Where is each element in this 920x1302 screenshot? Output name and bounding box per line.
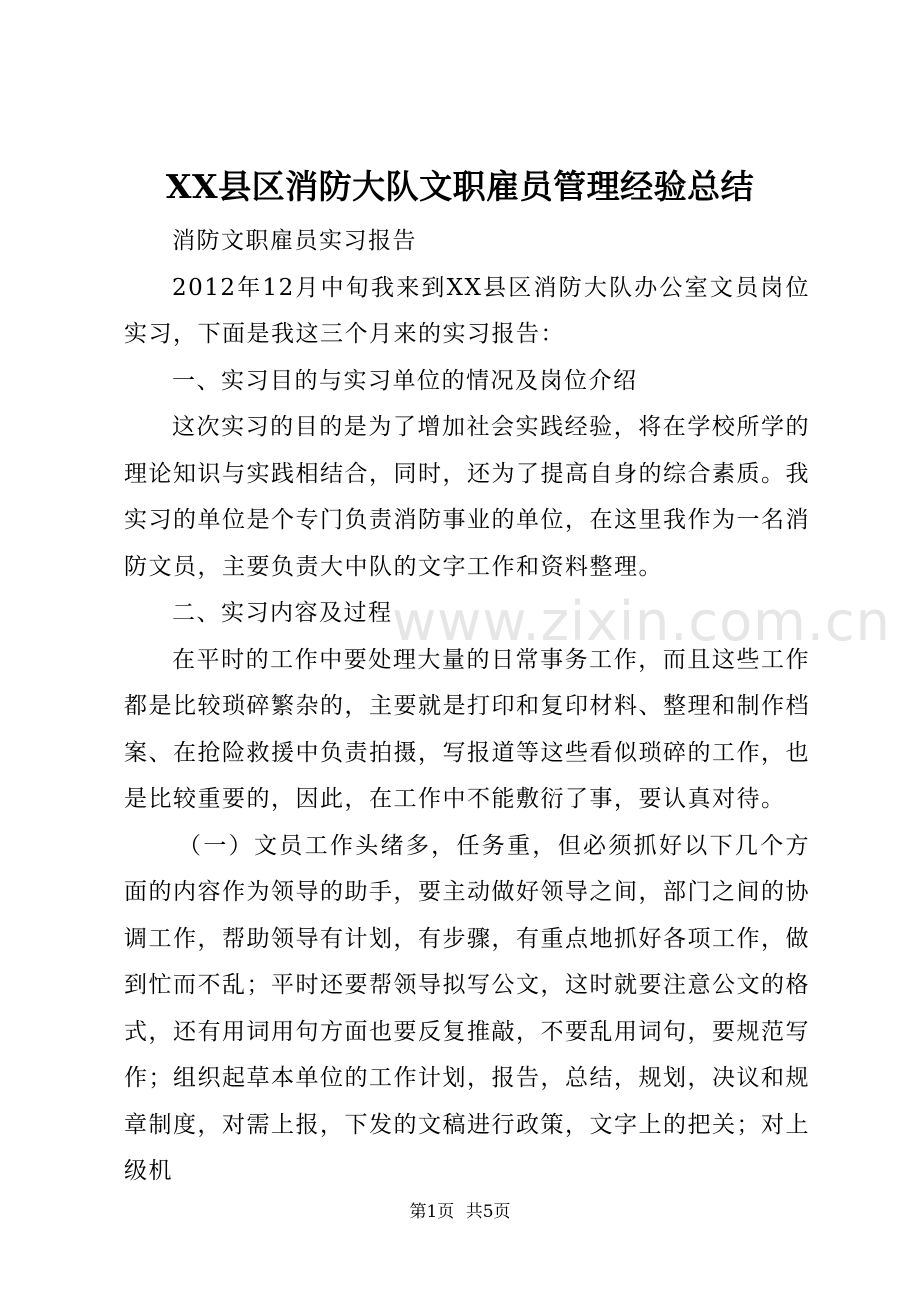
paragraph-daily-work: 在平时的工作中要处理大量的日常事务工作，而且这些工作都是比较琐碎繁杂的，主要就是打印和复印材料、整理和制作档案、在抢险救援中负责拍摄，写报道等这些看似琐碎的工作，也是比较重要的，因此，在工作中不能敷衍了事，要认真对待。 — [124, 646, 810, 812]
document-title: XX县区消防大队文职雇员管理经验总结 — [165, 167, 755, 206]
paragraph-purpose: 这次实习的目的是为了增加社会实践经验，将在学校所学的理论知识与实践相结合，同时，还为了提高自身的综合素质。我实习的单位是个专门负责消防事业的单位，在这里我作为一名消防文员，主要负责大中队的文字工作和资料整理。 — [124, 414, 810, 580]
page-footer — [0, 1200, 920, 1224]
page-number: 第1页 — [409, 1202, 455, 1222]
document-body — [124, 218, 810, 1195]
page-total: 共5页 — [465, 1202, 511, 1222]
paragraph-heading-2: 二、实习内容及过程 — [172, 600, 393, 626]
watermark: www.zixin.com.cn — [392, 590, 891, 653]
paragraph-heading-1: 一、实习目的与实习单位的情况及岗位介绍 — [172, 367, 638, 394]
paragraph-intro: 2012年12月中旬我来到XX县区消防大队办公室文员岗位实习，下面是我这三个月来的实习报告： — [124, 274, 810, 347]
paragraph-subtitle: 消防文职雇员实习报告 — [172, 228, 417, 254]
paragraph-clerk-duties: （一）文员工作头绪多，任务重，但必须抓好以下几个方面的内容作为领导的助手，要主动做好领导之间，部门之间的协调工作，帮助领导有计划，有步骤，有重点地抓好各项工作，做到忙而不乱；平时还要帮领导拟写公文，这时就要注意公文的格式，还有用词用句方面也要反复推敲，不要乱用词句，要规范写作；组织起草本单位的工作计划，报告，总结，规划，决议和规章制度，对需上报，下发的文稿进行政策，文字上的把关；对上级机 — [124, 832, 810, 1184]
